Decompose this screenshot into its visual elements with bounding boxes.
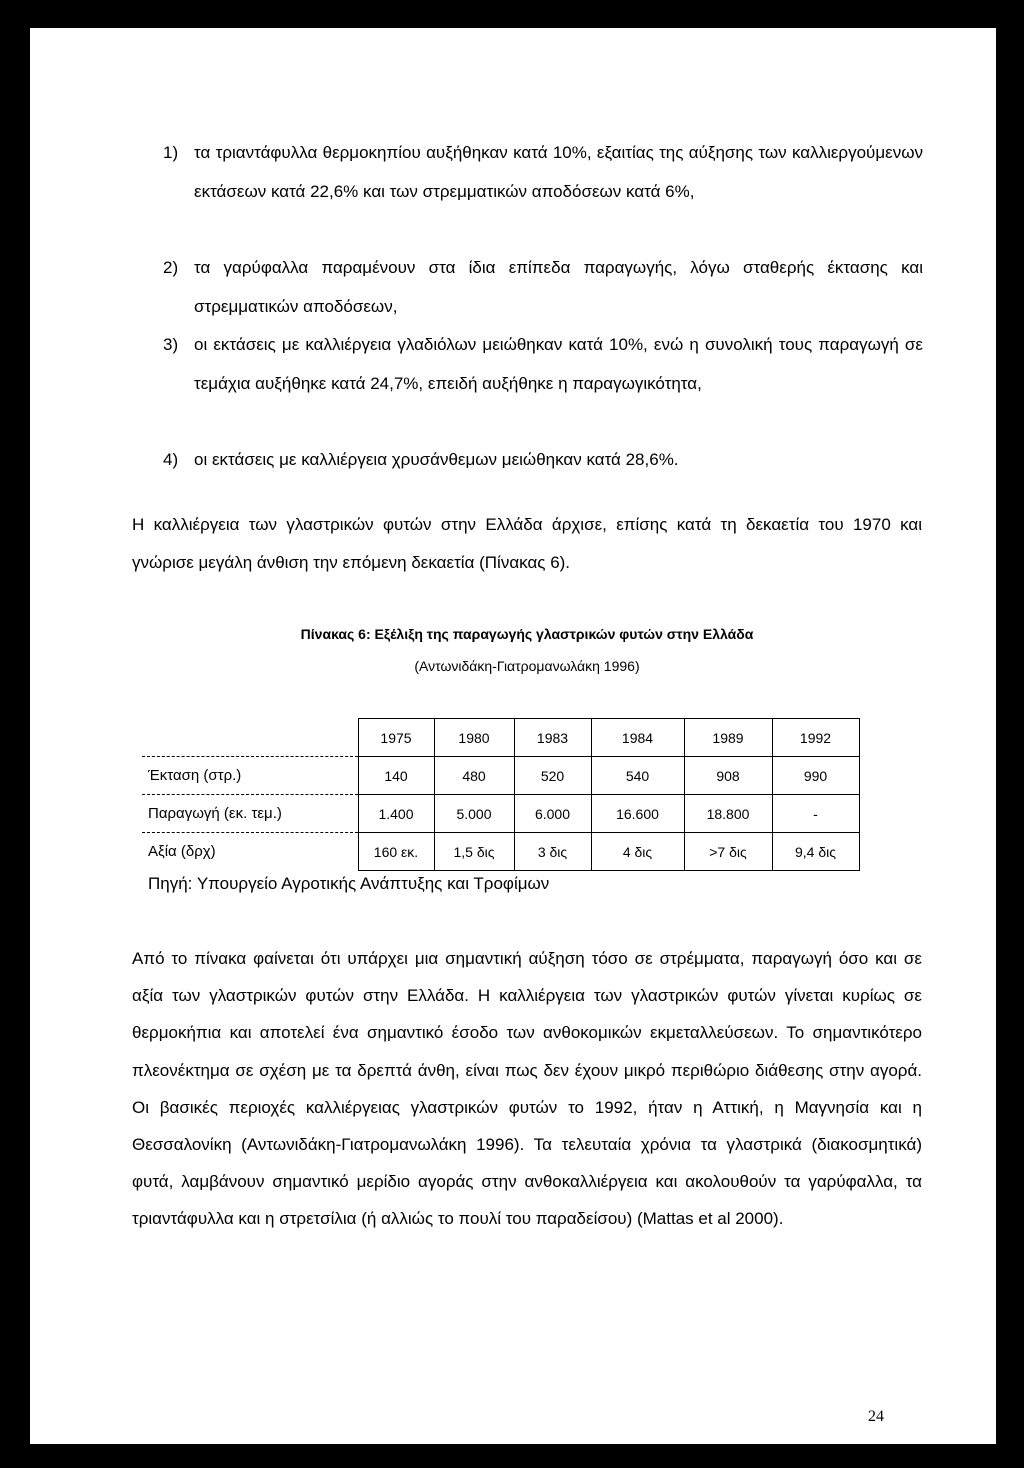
document-page [30,28,996,1444]
page-number: 24 [868,1408,884,1425]
table-subtitle: (Αντωνιδάκη-Γιατρομανωλάκη 1996) [414,658,640,674]
table-cell: 480 [434,757,514,795]
list-item-text: τα γαρύφαλλα παραμένουν στα ίδια επίπεδα παραγωγής, λόγω σταθερής έκτασης και στρεμματικών αποδόσεων, [194,258,923,316]
column-header: 1983 [514,719,591,757]
table-corner [142,719,358,757]
table-cell: 160 εκ. [358,833,434,871]
table-row [142,757,859,795]
table-cell: - [772,795,859,833]
list-item-2 [163,249,923,326]
table-cell: 1,5 δις [434,833,514,871]
table-row [142,795,859,833]
column-header: 1984 [591,719,684,757]
table-cell: 990 [772,757,859,795]
list-item-1 [163,134,923,211]
column-header: 1989 [684,719,772,757]
row-label: Αξία (δρχ) [142,833,358,871]
list-item-number: 4) [163,450,179,469]
table-cell: 9,4 δις [772,833,859,871]
intro-paragraph: Η καλλιέργεια των γλαστρικών φυτών στην Ελλάδα άρχισε, επίσης κατά τη δεκαετία του 1970 και γνώρισε μεγάλη άνθιση την επόμενη δεκαετία (Πίνακας 6). [132,515,922,572]
table-source: Πηγή: Υπουργείο Αγροτικής Ανάπτυξης και Τροφίμων [148,874,550,893]
column-header: 1992 [772,719,859,757]
closing-paragraph: Από το πίνακα φαίνεται ότι υπάρχει μια σημαντική αύξηση τόσο σε στρέμματα, παραγωγή όσο και σε αξία των γλαστρικών φυτών στην Ελλάδα. Η καλλιέργεια των γλαστρικών φυτών γίνεται κυρίως σε θερμοκήπια και αποτελεί ένα σημαντικό έσοδο των ανθοκομικών εκμεταλλεύσεων. Το σημαντικότερο πλεονέκτημα σε σχέση με τα δρεπτά άνθη, είναι πως δεν έχουν μικρό περιθώριο διάθεσης στην αγορά. Οι βασικές περιοχές καλλιέργειας γλαστρικών φυτών το 1992, ήταν η Αττική, η Μαγνησία και η Θεσσαλονίκη (Αντωνιδάκη-Γιατρομανωλάκη 1996). Τα τελευταία χρόνια τα γλαστρικά (διακοσμητικά) φυτά, λαμβάνουν σημαντικό μερίδιο αγοράς στην ανθοκαλλιέργεια και ακολουθούν τα γαρύφαλλα, τα τριαντάφυλλα και η στρετσίλια (ή αλλιώς το πουλί του παραδείσου) (Mattas et al 2000). [132,949,922,1229]
list-item-text: οι εκτάσεις με καλλιέργεια γλαδιόλων μειώθηκαν κατά 10%, ενώ η συνολική τους παραγωγή σε τεμάχια αυξήθηκε κατά 24,7%, επειδή αυξήθηκε η παραγωγικότητα, [194,335,923,393]
column-header: 1975 [358,719,434,757]
table-cell: 140 [358,757,434,795]
table-cell: 5.000 [434,795,514,833]
table-cell: 16.600 [591,795,684,833]
list-item-number: 1) [163,143,179,162]
table-cell: >7 δις [684,833,772,871]
table-cell: 540 [591,757,684,795]
production-table [142,718,860,871]
list-item-4 [163,441,923,480]
table-cell: 908 [684,757,772,795]
table-cell: 520 [514,757,591,795]
list-item-text: οι εκτάσεις με καλλιέργεια χρυσάνθεμων μειώθηκαν κατά 28,6%. [194,450,679,469]
table-cell: 1.400 [358,795,434,833]
table-row [142,833,859,871]
table-header-row [142,719,859,757]
table-cell: 3 δις [514,833,591,871]
table-cell: 6.000 [514,795,591,833]
table-cell: 18.800 [684,795,772,833]
list-item-number: 3) [163,335,179,354]
list-item-3 [163,326,923,403]
row-label: Παραγωγή (εκ. τεμ.) [142,795,358,833]
table-title: Πίνακας 6: Εξέλιξη της παραγωγής γλαστρικών φυτών στην Ελλάδα [300,626,754,642]
table-cell: 4 δις [591,833,684,871]
column-header: 1980 [434,719,514,757]
list-item-number: 2) [163,258,179,277]
list-item-text: τα τριαντάφυλλα θερμοκηπίου αυξήθηκαν κατά 10%, εξαιτίας της αύξησης των καλλιεργούμενων εκτάσεων κατά 22,6% και των στρεμματικών αποδόσεων κατά 6%, [194,143,923,201]
row-label: Έκταση (στρ.) [142,757,358,795]
